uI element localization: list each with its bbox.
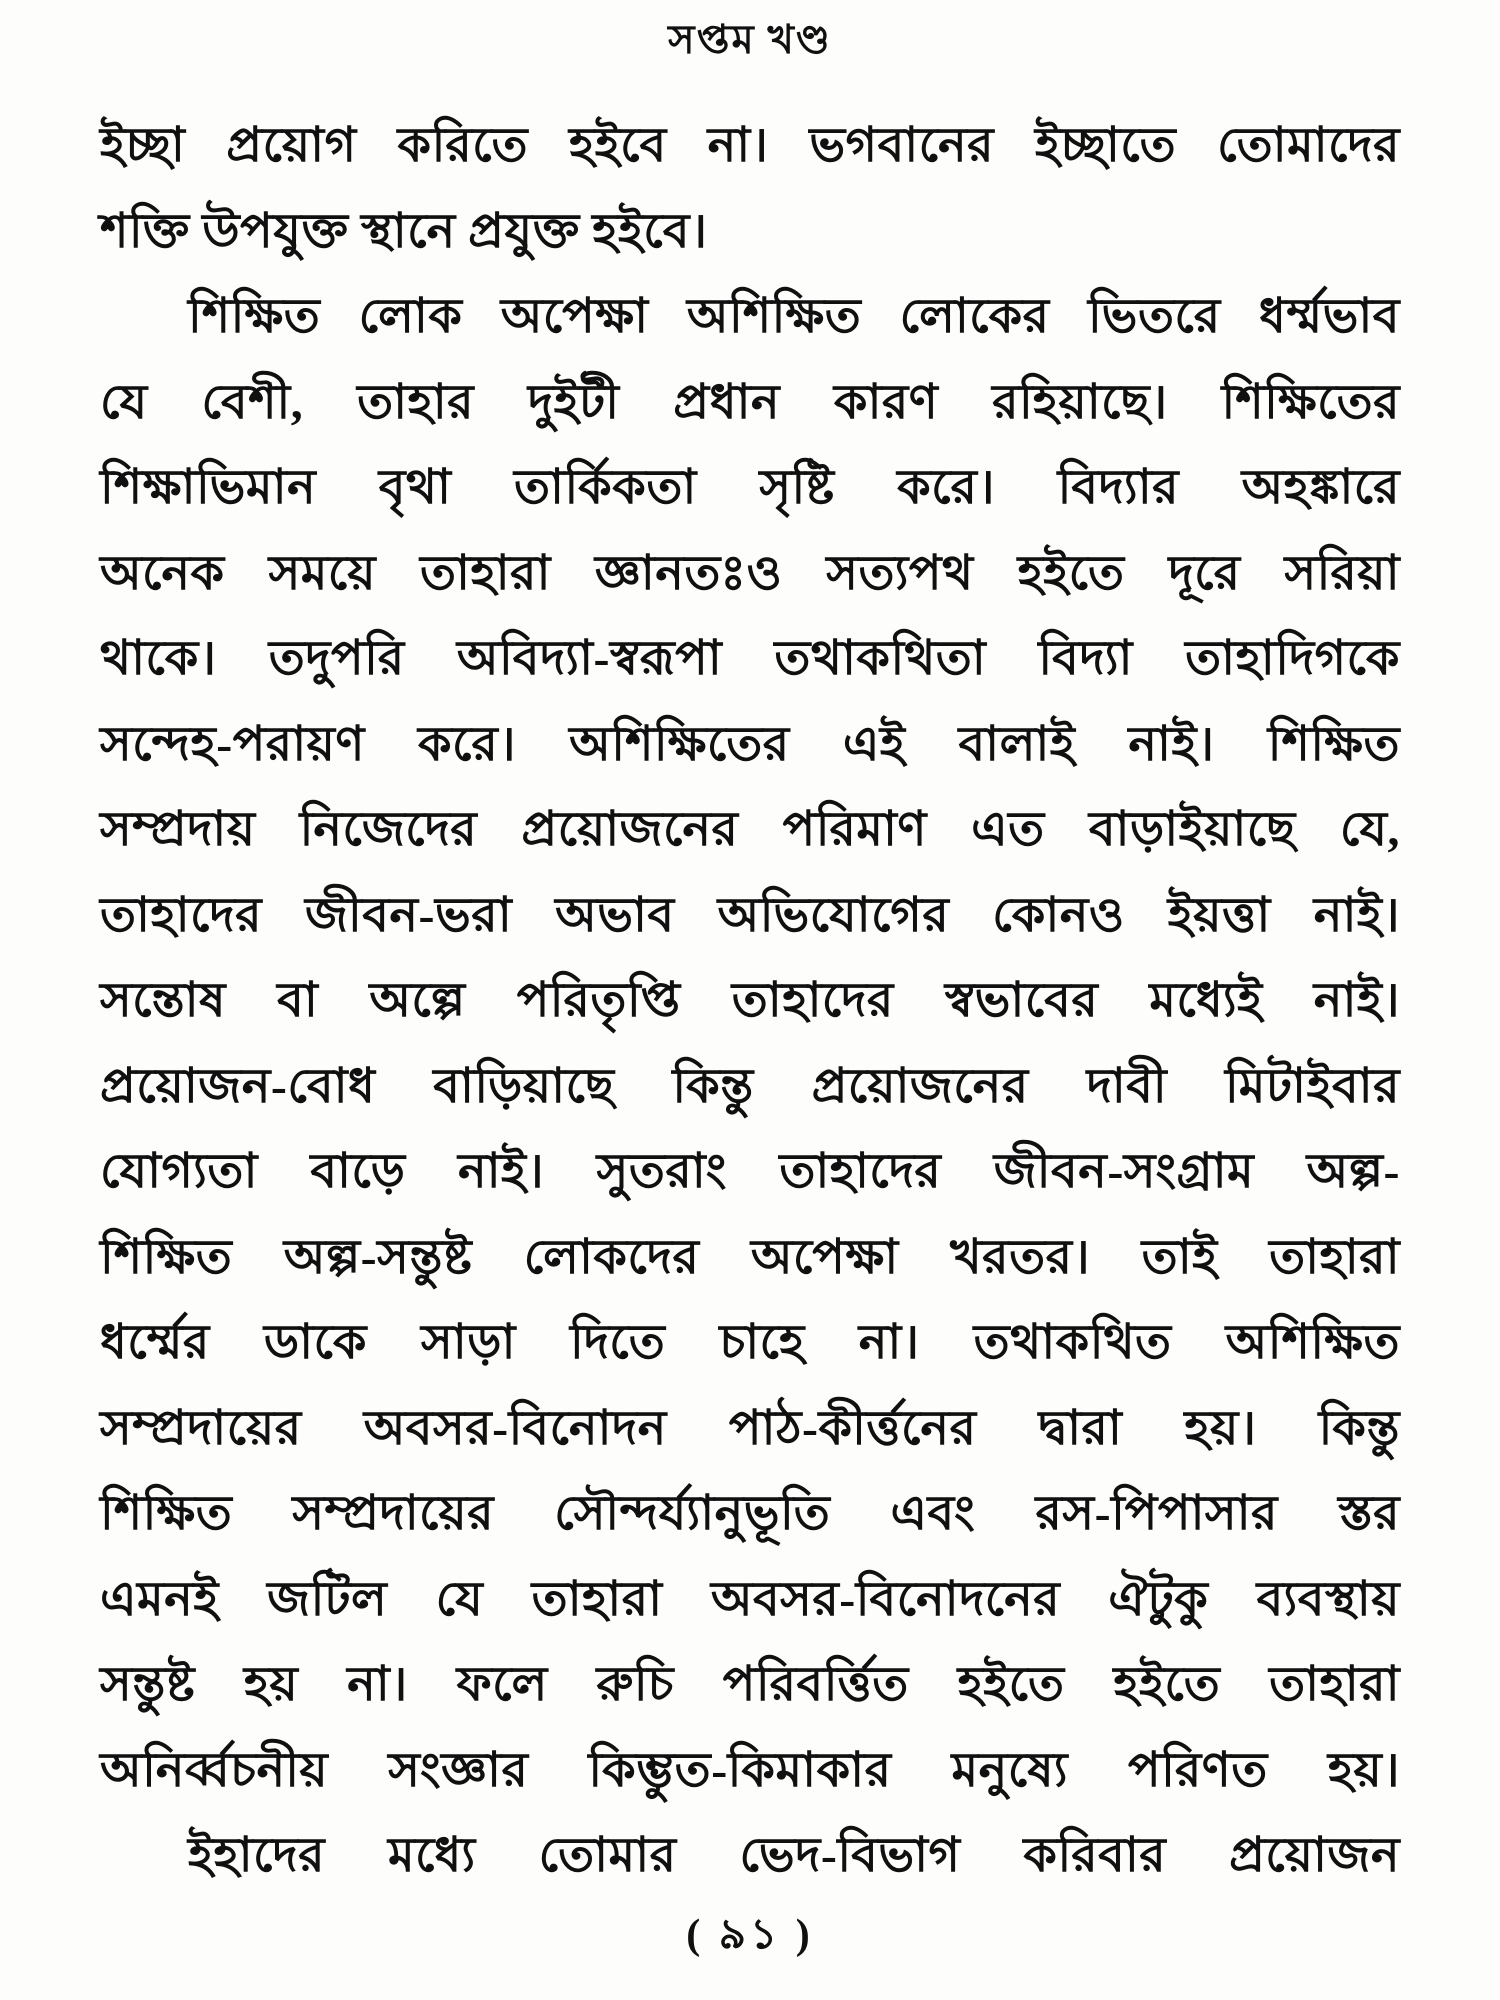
text-line: শিক্ষাভিমান বৃথা তার্কিকতা সৃষ্টি করে। বিদ্যার অহঙ্কারে bbox=[100, 461, 1400, 514]
text-line: প্রয়োজন-বোধ বাড়িয়াছে কিন্তু প্রয়োজনের দাবী মিটাইবার bbox=[100, 1059, 1400, 1113]
page-title: সপ্তম খণ্ড bbox=[668, 17, 832, 62]
text-line: এমনই জটিল যে তাহারা অবসর-বিনোদনের ঐটুকু ব্যবস্থায় bbox=[100, 1572, 1400, 1626]
text-line: যে বেশী, তাহার দুইটী প্রধান কারণ রহিয়াছে। শিক্ষিতের bbox=[100, 375, 1400, 429]
text-line: ইচ্ছা প্রয়োগ করিতে হইবে না। ভগবানের ইচ্ছাতে তোমাদের bbox=[100, 119, 1400, 172]
text-line: অনেক সময়ে তাহারা জ্ঞানতঃও সত্যপথ হইতে দূরে সরিয়া bbox=[100, 546, 1400, 600]
text-line: তাহাদের জীবন-ভরা অভাব অভিযোগের কোনও ইয়ত্তা নাই। bbox=[100, 888, 1400, 942]
text-line: সন্দেহ-পরায়ণ করে। অশিক্ষিতের এই বালাই নাই। শিক্ষিত bbox=[100, 717, 1400, 771]
text-line: সন্তোষ বা অল্পে পরিতৃপ্তি তাহাদের স্বভাবের মধ্যেই নাই। bbox=[100, 974, 1400, 1027]
text-line: শিক্ষিত লোক অপেক্ষা অশিক্ষিত লোকের ভিতরে ধর্ম্মভাব bbox=[188, 290, 1400, 343]
text-line: ধর্ম্মের ডাকে সাড়া দিতে চাহে না। তথাকথিত অশিক্ষিত bbox=[100, 1316, 1400, 1369]
text-line: শিক্ষিত অল্প-সন্তুষ্ট লোকদের অপেক্ষা খরতর। তাই তাহারা bbox=[100, 1230, 1400, 1284]
text-line: অনির্ব্বচনীয় সংজ্ঞার কিম্ভুত-কিমাকার মনুষ্যে পরিণত হয়। bbox=[100, 1743, 1400, 1797]
text-line: থাকে। তদুপরি অবিদ্যা-স্বরূপা তথাকথিতা বিদ্যা তাহাদিগকে bbox=[100, 632, 1400, 685]
page-number: ( ৯১ ) bbox=[686, 1912, 814, 1958]
text-line: শিক্ষিত সম্প্রদায়ের সৌন্দর্য্যানুভূতি এবং রস-পিপাসার স্তর bbox=[100, 1487, 1400, 1540]
text-line: সম্প্রদায়ের অবসর-বিনোদন পাঠ-কীর্ত্তনের দ্বারা হয়। কিন্তু bbox=[100, 1401, 1400, 1455]
text-line: সন্তুষ্ট হয় না। ফলে রুচি পরিবর্ত্তিত হইতে হইতে তাহারা bbox=[100, 1658, 1400, 1711]
text-line: শক্তি উপযুক্ত স্থানে প্রযুক্ত হইবে। bbox=[100, 204, 708, 258]
text-line: যোগ্যতা বাড়ে নাই। সুতরাং তাহাদের জীবন-সংগ্রাম অল্প- bbox=[100, 1145, 1400, 1198]
text-line: সম্প্রদায় নিজেদের প্রয়োজনের পরিমাণ এত বাড়াইয়াছে যে, bbox=[100, 803, 1400, 856]
body-text bbox=[100, 103, 1400, 1901]
text-line: ইহাদের মধ্যে তোমার ভেদ-বিভাগ করিবার প্রয়োজন bbox=[188, 1829, 1400, 1882]
